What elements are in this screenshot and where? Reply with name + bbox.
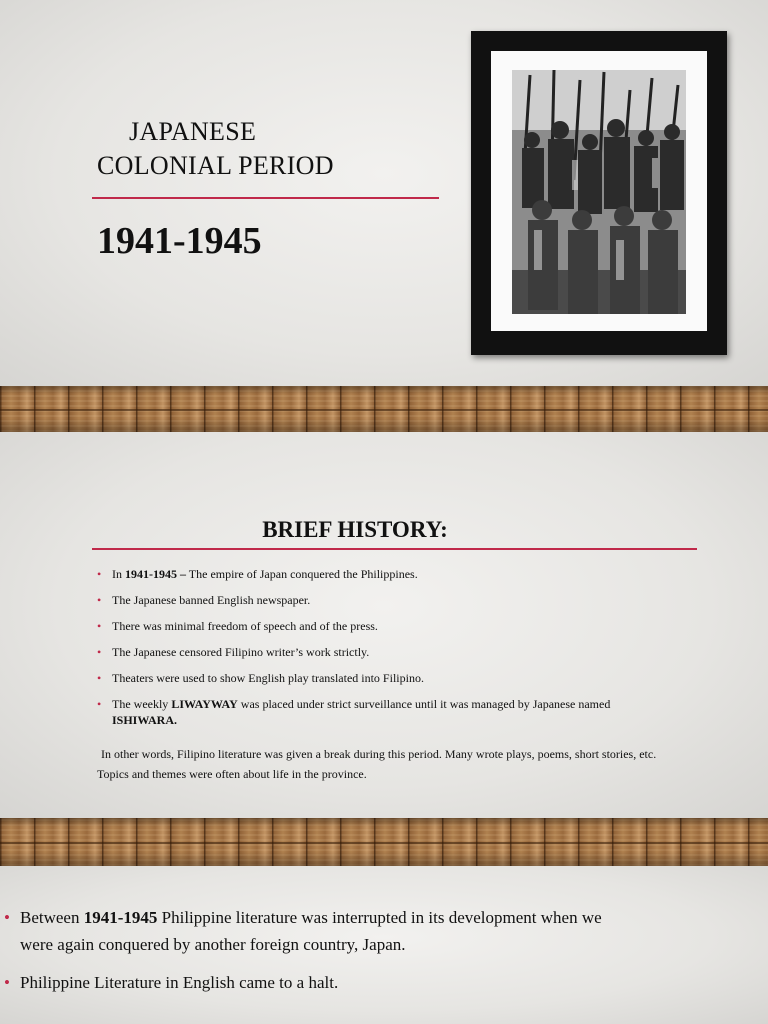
list-item: • In 1941-1945 – The empire of Japan conquered the Philippines. — [97, 566, 697, 582]
picture-mat — [491, 51, 707, 331]
slide-brief-history — [0, 432, 768, 818]
list-item: • Theaters were used to show English play translated into Filipino. — [97, 670, 697, 686]
list-item: • The Japanese banned English newspaper. — [97, 592, 697, 608]
wood-floor-divider — [0, 818, 768, 866]
title-line-1: JAPANESE — [129, 117, 257, 146]
list-item: • The weekly LIWAYWAY was placed under strict surveillance until it was managed by Japanese named ISHIWARA. — [97, 696, 697, 728]
wood-floor-divider — [0, 386, 768, 432]
historical-photo — [512, 70, 686, 314]
list-item: • There was minimal freedom of speech and of the press. — [97, 618, 697, 634]
history-bullet-list — [97, 566, 697, 728]
list-item: • Between 1941-1945 Philippine literature was interrupted in its development when we were again conquered by another foreign country, Japan. — [4, 904, 604, 958]
list-item: • The Japanese censored Filipino writer’s work strictly. — [97, 644, 697, 660]
picture-frame — [471, 31, 727, 355]
heading-divider — [92, 548, 697, 550]
list-item: • Philippine Literature in English came to a halt. — [4, 969, 604, 996]
summary-bullet-list — [4, 904, 604, 996]
soldiers-photo-illustration — [512, 70, 686, 314]
summary-paragraph: In other words, Filipino literature was given a break during this period. Many wrote plays, poems, short stories, etc. Topics and themes were often about life in the province. — [97, 747, 657, 781]
section-heading: BRIEF HISTORY: — [262, 517, 448, 542]
year-range: 1941-1945 — [97, 220, 262, 262]
slide-summary — [0, 866, 768, 1024]
title-line-2: COLONIAL PERIOD — [97, 151, 334, 180]
title-divider — [92, 197, 439, 199]
slide-title — [0, 0, 768, 386]
